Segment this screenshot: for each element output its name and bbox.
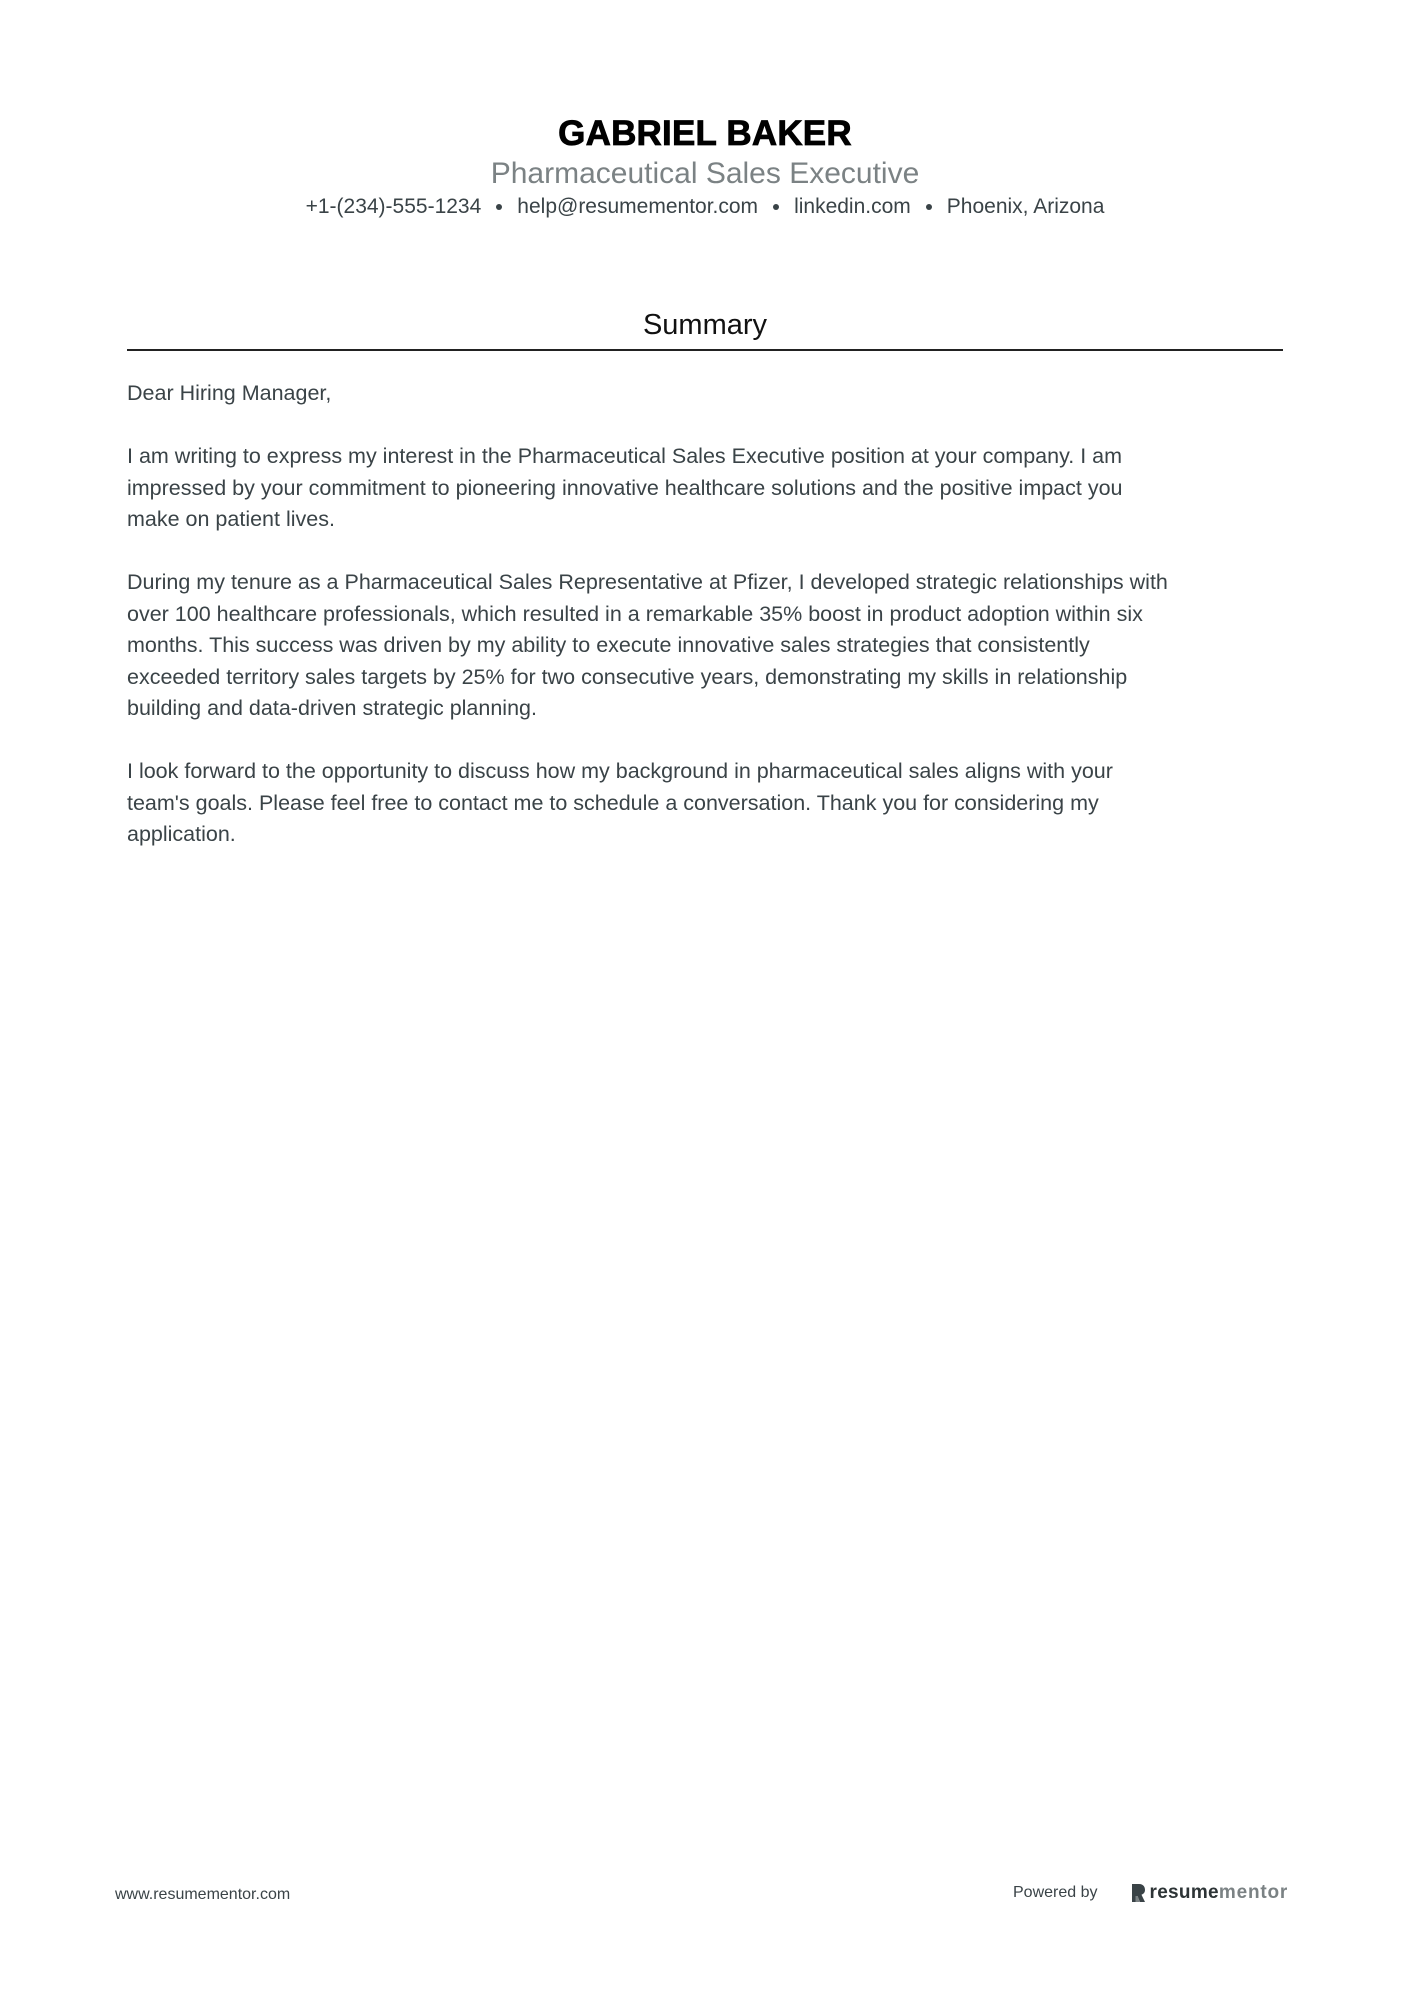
footer-website-link[interactable]: www.resumementor.com xyxy=(115,1886,291,1903)
text-line: I look forward to the opportunity to discuss how my background in pharmaceutical sales aligns with your xyxy=(127,759,1113,783)
text-line: make on patient lives. xyxy=(127,507,335,531)
contact-location: Phoenix, Arizona xyxy=(946,195,1105,218)
powered-by-label: Powered by xyxy=(1013,1884,1098,1901)
text-line: During my tenure as a Pharmaceutical Sales Representative at Pfizer, I developed strategic relationships with xyxy=(127,570,1168,594)
job-title: Pharmaceutical Sales Executive xyxy=(490,157,920,190)
contact-email[interactable]: help@resumementor.com xyxy=(517,195,759,218)
text-line: impressed by your commitment to pioneering innovative healthcare solutions and the positive impact you xyxy=(127,475,1123,500)
paragraph-intro xyxy=(127,441,1287,536)
text-line: I am writing to express my interest in the Pharmaceutical Sales Executive position at your company. I am xyxy=(127,444,1123,468)
text-line: application. xyxy=(127,822,236,846)
candidate-name: GABRIEL BAKER xyxy=(558,114,852,153)
contact-linkedin[interactable]: linkedin.com xyxy=(794,195,911,218)
text-line: team's goals. Please feel free to contact me to schedule a conversation. Thank you for considering my xyxy=(127,790,1099,815)
salutation: Dear Hiring Manager, xyxy=(127,381,332,405)
contact-info xyxy=(0,194,1410,220)
footer-branding xyxy=(1013,1881,1288,1905)
bullet-separator-icon xyxy=(926,204,932,210)
logo-text-resume: resume xyxy=(1149,1882,1219,1903)
bullet-separator-icon xyxy=(773,204,779,210)
logo-text-mentor: mentor xyxy=(1218,1882,1289,1903)
paragraph-experience xyxy=(127,567,1287,725)
text-line: building and data-driven strategic planning. xyxy=(127,696,537,720)
section-divider xyxy=(127,349,1283,351)
resumementor-logo[interactable] xyxy=(1130,1882,1289,1904)
contact-phone: +1-(234)-555-1234 xyxy=(305,195,482,218)
letter-body xyxy=(127,378,1287,882)
text-line: exceeded territory sales targets by 25% for two consecutive years, demonstrating my skills in relationship xyxy=(127,664,1128,689)
salutation-paragraph xyxy=(127,378,1287,410)
paragraph-closing xyxy=(127,756,1287,851)
section-heading-summary: Summary xyxy=(642,309,768,341)
text-line: months. This success was driven by my ability to execute innovative sales strategies that consistently xyxy=(127,633,1090,657)
bullet-separator-icon xyxy=(496,204,502,210)
text-line: over 100 healthcare professionals, which resulted in a remarkable 35% boost in product adoption within six xyxy=(127,601,1143,626)
resumementor-logo-icon xyxy=(1130,1883,1146,1903)
